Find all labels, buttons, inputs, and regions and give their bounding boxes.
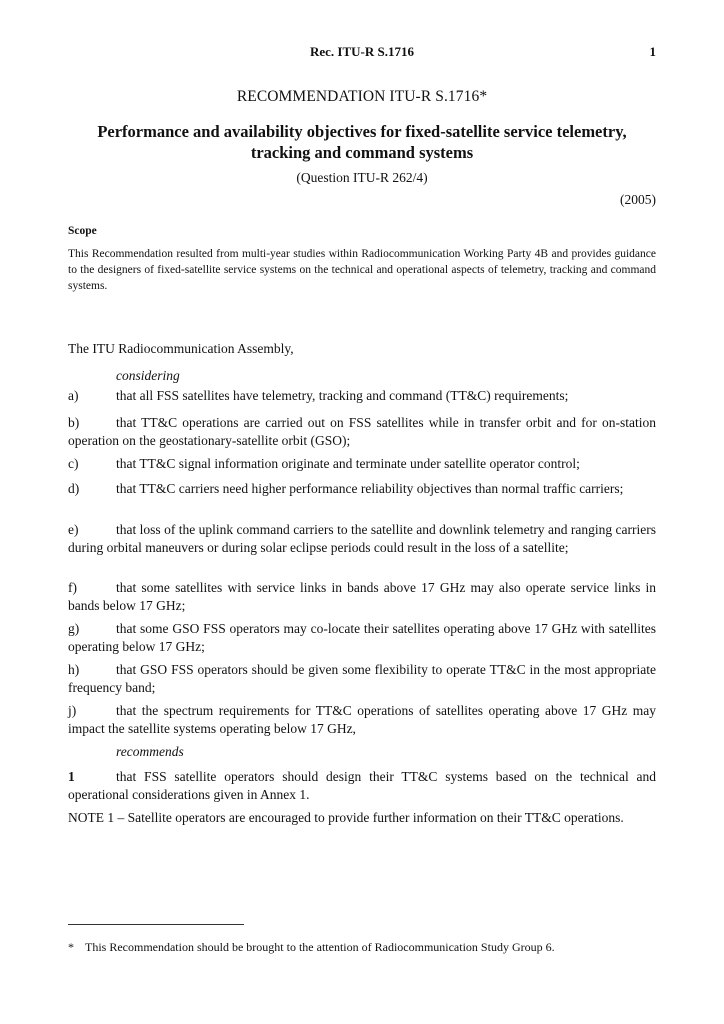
considering-item-j [68, 702, 656, 738]
footnote-text: This Recommendation should be brought to the attention of Radiocommunication Study Group 6. [85, 940, 555, 954]
footnote-marker: * [68, 940, 74, 954]
assembly-line: The ITU Radiocommunication Assembly, [68, 341, 294, 356]
item-text: that TT&C signal information originate and terminate under satellite operator control; [116, 456, 580, 471]
considering-item-d [68, 480, 656, 498]
item-text: that TT&C carriers need higher performance reliability objectives than normal traffic carriers; [116, 481, 624, 496]
item-label: f) [68, 580, 77, 595]
recommends-item-1 [68, 768, 656, 804]
considering-item-b [68, 414, 656, 450]
item-text: that some satellites with service links in bands above 17 GHz may also operate service links in bands below 17 GHz; [68, 580, 656, 613]
question-reference: (Question ITU-R 262/4) [296, 170, 428, 185]
scope-text: This Recommendation resulted from multi-year studies within Radiocommunication Working Party 4B and provides guidance to the designers of fixed-satellite service systems on the technical and operational aspects of telemetry, tracking and command systems. [68, 248, 656, 292]
considering-item-g [68, 620, 656, 656]
considering-item-h [68, 661, 656, 697]
considering-item-f [68, 579, 656, 615]
item-text: that some GSO FSS operators may co-locate their satellites operating above 17 GHz with satellites operating below 17 GHz; [68, 621, 656, 654]
page-number: 1 [649, 44, 656, 59]
item-label: h) [68, 662, 80, 677]
footnote-divider [68, 924, 244, 925]
item-text: that the spectrum requirements for TT&C operations of satellites operating above 17 GHz may impact the satellite systems operating below 17 GHz, [68, 703, 656, 736]
item-text: that TT&C operations are carried out on FSS satellites while in transfer orbit and for on-station operation on the geostationary-satellite orbit (GSO); [68, 415, 656, 448]
header-reference: Rec. ITU-R S.1716 [310, 44, 414, 59]
item-label: 1 [68, 769, 75, 784]
item-label: g) [68, 621, 80, 636]
considering-item-c [68, 455, 656, 473]
item-label: c) [68, 456, 79, 471]
item-label: e) [68, 522, 79, 537]
footnote [68, 940, 555, 955]
item-label: j) [68, 703, 77, 718]
title-line-2: tracking and command systems [250, 143, 474, 162]
item-label: d) [68, 481, 80, 496]
note-1: NOTE 1 – Satellite operators are encouraged to provide further information on their TT&C operations. [68, 810, 624, 825]
page-header [68, 44, 656, 62]
item-label: a) [68, 388, 79, 403]
publication-year: (2005) [620, 192, 656, 207]
scope-heading: Scope [68, 225, 97, 237]
document-title [68, 121, 656, 163]
item-text: that FSS satellite operators should design their TT&C systems based on the technical and operational considerations given in Annex 1. [68, 769, 656, 802]
item-label: b) [68, 415, 80, 430]
recommendation-title: RECOMMENDATION ITU-R S.1716* [236, 88, 488, 105]
title-line-1: Performance and availability objectives for fixed-satellite service telemetry, [97, 122, 627, 141]
considering-item-a [68, 387, 656, 405]
item-text: that all FSS satellites have telemetry, tracking and command (TT&C) requirements; [116, 388, 569, 403]
considering-heading: considering [116, 368, 180, 383]
considering-item-e [68, 521, 656, 557]
recommends-heading: recommends [116, 744, 184, 759]
item-text: that GSO FSS operators should be given some flexibility to operate TT&C in the most appropriate frequency band; [68, 662, 656, 695]
item-text: that loss of the uplink command carriers to the satellite and downlink telemetry and ranging carriers during orbital maneuvers or during solar eclipse periods could result in the loss of a satellite; [68, 522, 656, 555]
document-page [68, 0, 656, 1024]
